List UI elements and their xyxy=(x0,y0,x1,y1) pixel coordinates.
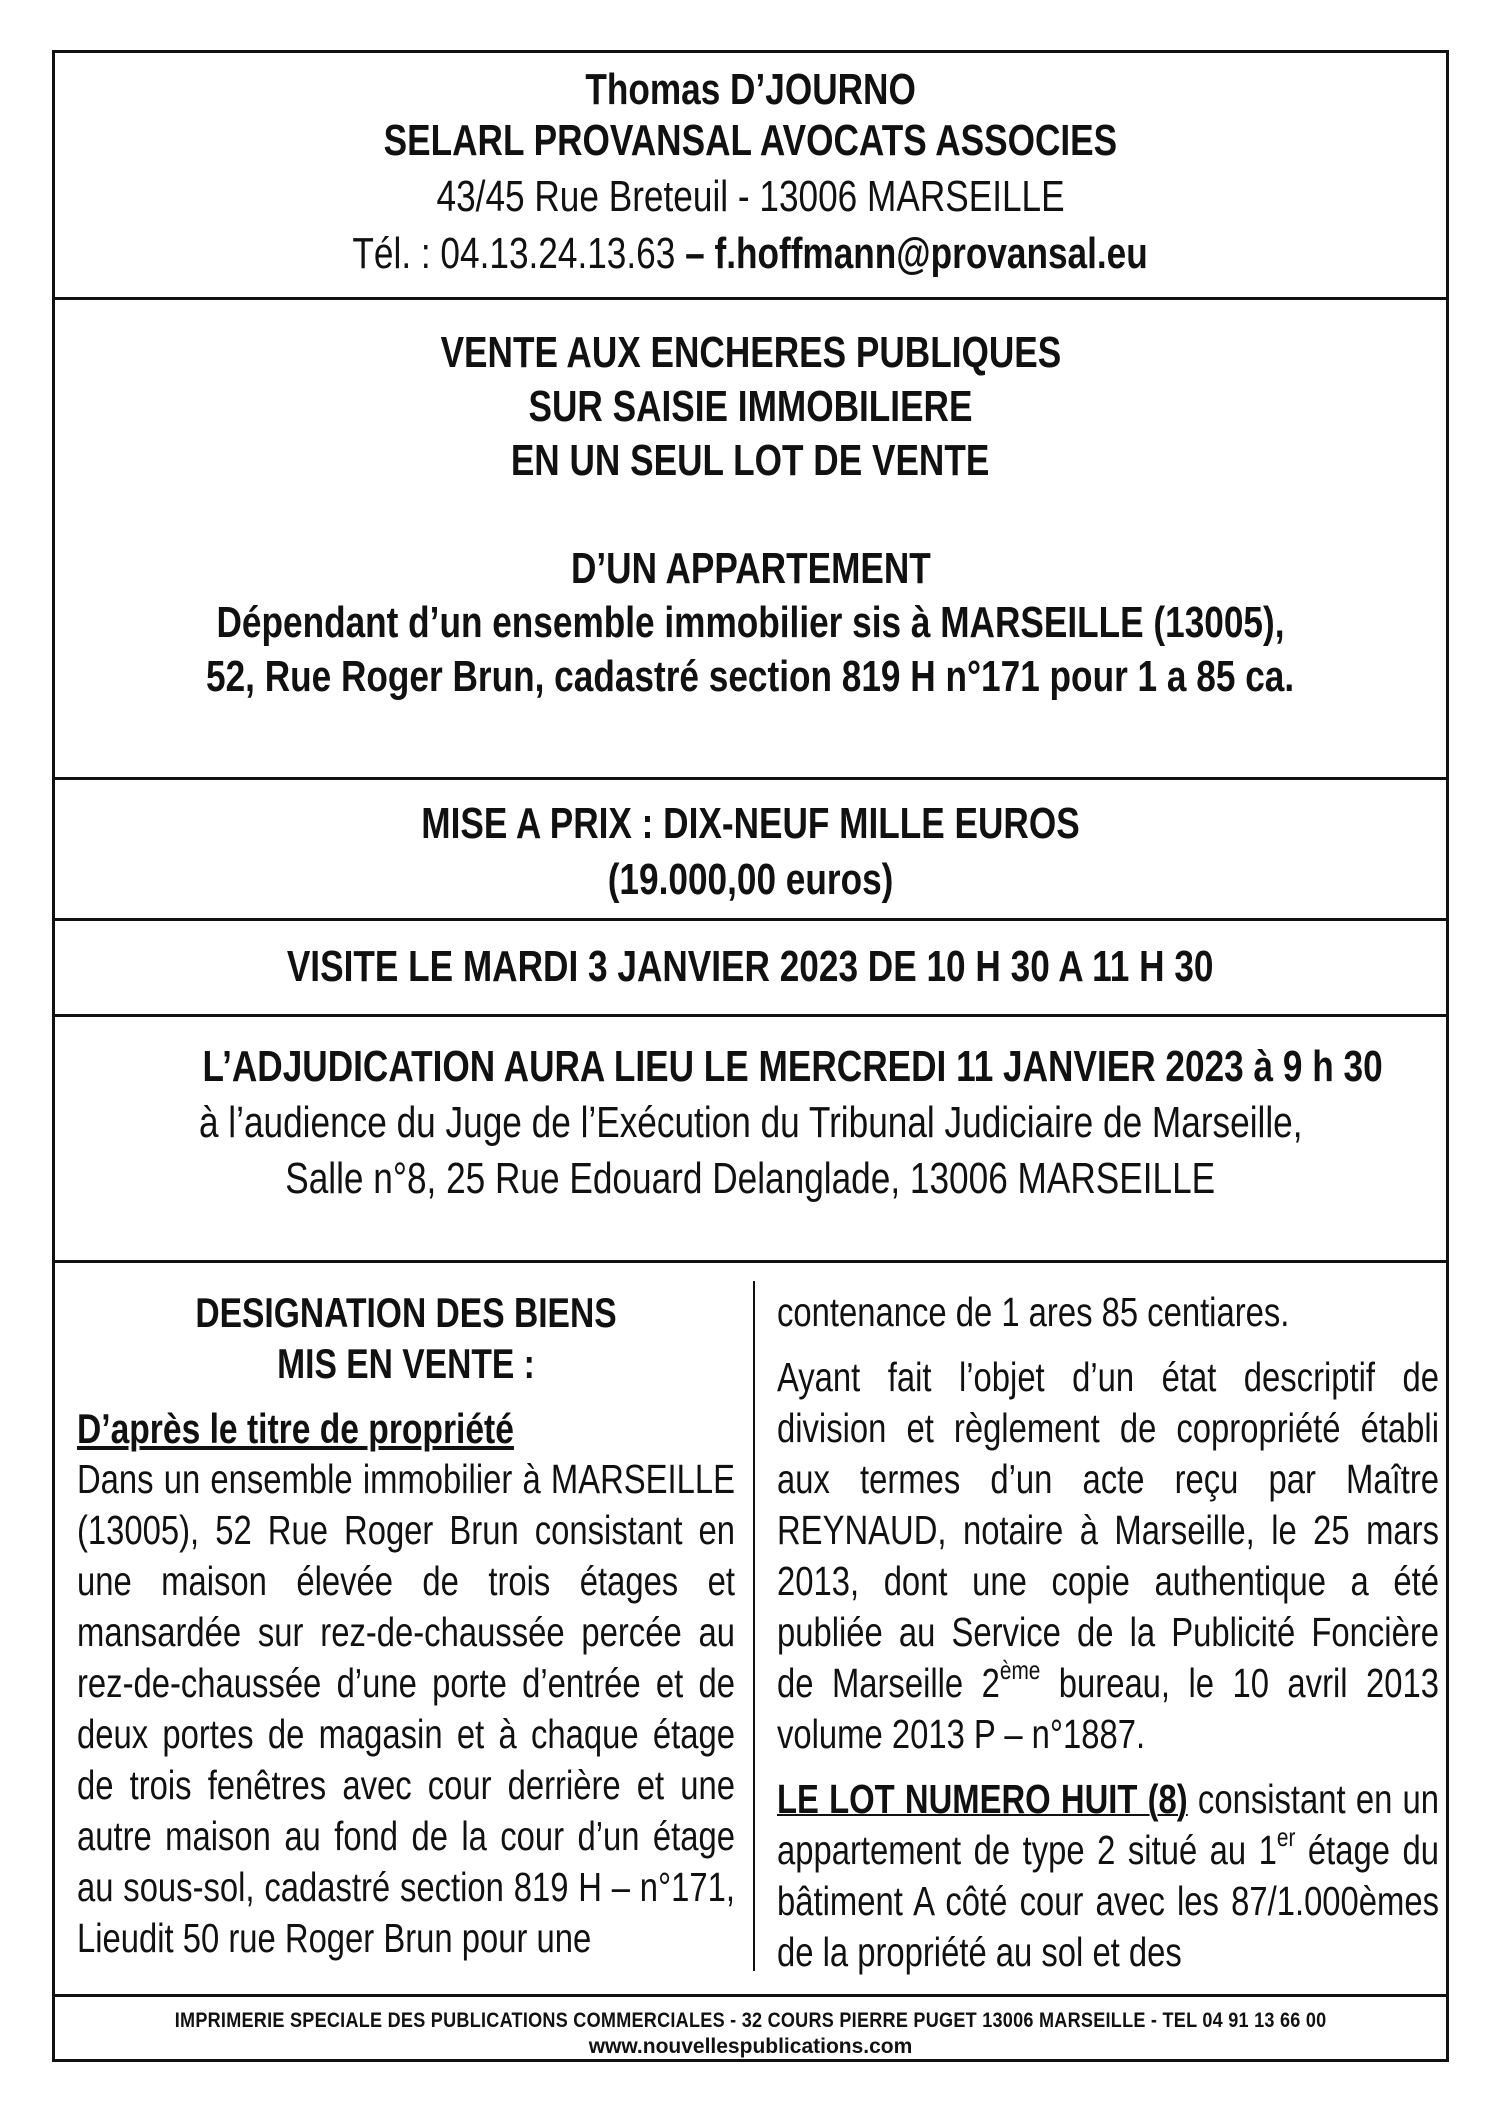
copropriete-text-b: bureau, le 10 avril 2013 volume 2013 P – n°1887. xyxy=(777,1660,1439,1757)
designation-body xyxy=(55,1263,1446,1997)
designation-heading xyxy=(77,1287,735,1389)
designation-title-2: MIS EN VENTE : xyxy=(277,1340,535,1387)
lawyer-name-line xyxy=(55,67,1446,113)
property-type-line xyxy=(55,542,1446,596)
price-amount: (19.000,00 euros) xyxy=(607,855,894,904)
lot-paragraph xyxy=(777,1774,1439,1978)
adjudication-info xyxy=(55,1017,1446,1263)
adjudication-room-line xyxy=(55,1151,1446,1207)
property-location: Dépendant d’un ensemble immobilier sis à MARSEILLE (13005), xyxy=(216,598,1285,647)
lot-sup: er xyxy=(1276,1822,1296,1852)
lot-number: LE LOT NUMERO HUIT (8) xyxy=(777,1776,1188,1822)
sale-title-1: VENTE AUX ENCHERES PUBLIQUES xyxy=(440,328,1061,377)
sale-description xyxy=(55,300,1446,780)
printer-website[interactable]: www.nouvellespublications.com xyxy=(588,2035,913,2058)
adjudication-date-line xyxy=(55,1039,1446,1095)
property-cadastre-line xyxy=(55,650,1446,704)
firm-name: SELARL PROVANSAL AVOCATS ASSOCIES xyxy=(383,116,1118,165)
copropriete-text-a: Ayant fait l’objet d’un état descriptif de division et règlement de copropriété établi aux termes d’un acte reçu par Maître REYNAUD, notaire à Marseille, le 25 mars 2013, dont une copie authentique a été publiée au Service de la Publicité Foncière de Marseille 2 xyxy=(777,1354,1439,1706)
contact-line xyxy=(55,225,1446,283)
lot-text-b: étage du bâtiment A côté cour avec les 87/1.000èmes de la propriété au sol et des xyxy=(777,1827,1439,1975)
property-type: D’UN APPARTEMENT xyxy=(570,544,931,593)
sale-title-line-1 xyxy=(55,326,1446,380)
price-words: MISE A PRIX : DIX-NEUF MILLE EUROS xyxy=(421,799,1080,848)
price-words-line xyxy=(55,796,1446,852)
adjudication-court-line xyxy=(55,1095,1446,1151)
printer-address xyxy=(55,2007,1446,2035)
lawyer-name: Thomas D’JOURNO xyxy=(585,65,916,114)
sale-title-line-3 xyxy=(55,434,1446,488)
sale-title-line-2 xyxy=(55,380,1446,434)
firm-address: 43/45 Rue Breteuil - 13006 MARSEILLE xyxy=(436,172,1065,221)
right-column xyxy=(777,1287,1439,1978)
left-column xyxy=(77,1287,735,1964)
property-location-line xyxy=(55,596,1446,650)
phone-number: Tél. : 04.13.24.13.63 xyxy=(352,229,676,278)
printer-footer xyxy=(55,1997,1446,2065)
sale-title-3: EN UN SEUL LOT DE VENTE xyxy=(511,436,990,485)
lot-text-a: consistant en un appartement de type 2 situé au 1 xyxy=(777,1776,1440,1873)
visit-date: VISITE LE MARDI 3 JANVIER 2023 DE 10 H 30 A 11 H 30 xyxy=(287,942,1214,991)
visit-info xyxy=(55,921,1446,1017)
property-cadastre: 52, Rue Roger Brun, cadastré section 819 H n°171 pour 1 a 85 ca. xyxy=(206,652,1295,701)
surface-area-text: contenance de 1 ares 85 centiares. xyxy=(777,1289,1290,1335)
starting-price xyxy=(55,780,1446,921)
adjudication-room: Salle n°8, 25 Rue Edouard Delanglade, 13006 MARSEILLE xyxy=(285,1154,1216,1203)
visit-line xyxy=(55,939,1446,995)
column-divider xyxy=(753,1281,755,1971)
firm-name-line xyxy=(55,113,1446,169)
title-deed-heading: D’après le titre de propriété xyxy=(77,1405,514,1452)
email-address: f.hoffmann@provansal.eu xyxy=(714,229,1149,278)
copropriete-sup: ème xyxy=(999,1655,1041,1685)
printer-address-text: IMPRIMERIE SPECIALE DES PUBLICATIONS COMMERCIALES - 32 COURS PIERRE PUGET 13006 MARSEILLE - TEL 04 91 13 66 00 xyxy=(174,2009,1327,2032)
sale-title-2: SUR SAISIE IMMOBILIERE xyxy=(528,382,973,431)
copropriete-paragraph xyxy=(777,1352,1439,1760)
adjudication-court: à l’audience du Juge de l’Exécution du Tribunal Judiciaire de Marseille, xyxy=(198,1098,1303,1147)
email-separator: – xyxy=(675,229,715,278)
firm-address-line xyxy=(55,169,1446,225)
notice-frame xyxy=(52,50,1449,2062)
price-amount-line xyxy=(55,852,1446,908)
lawyer-header xyxy=(55,53,1446,300)
designation-title-1: DESIGNATION DES BIENS xyxy=(195,1289,617,1336)
adjudication-date: L’ADJUDICATION AURA LIEU LE MERCREDI 11 JANVIER 2023 à 9 h 30 xyxy=(202,1042,1383,1091)
property-description: Dans un ensemble immobilier à MARSEILLE (13005), 52 Rue Roger Brun consistant en une maison élevée de trois étages et mansardée sur rez-de-chaussée percée au rez-de-chaussée d’une porte d’entrée et de deux portes de magasin et à chaque étage de trois fenêtres avec cour derrière et une autre maison au fond de la cour d’un étage au sous-sol, cadastré section 819 H – n°171, Lieudit 50 rue Roger Brun pour une xyxy=(77,1456,735,1961)
